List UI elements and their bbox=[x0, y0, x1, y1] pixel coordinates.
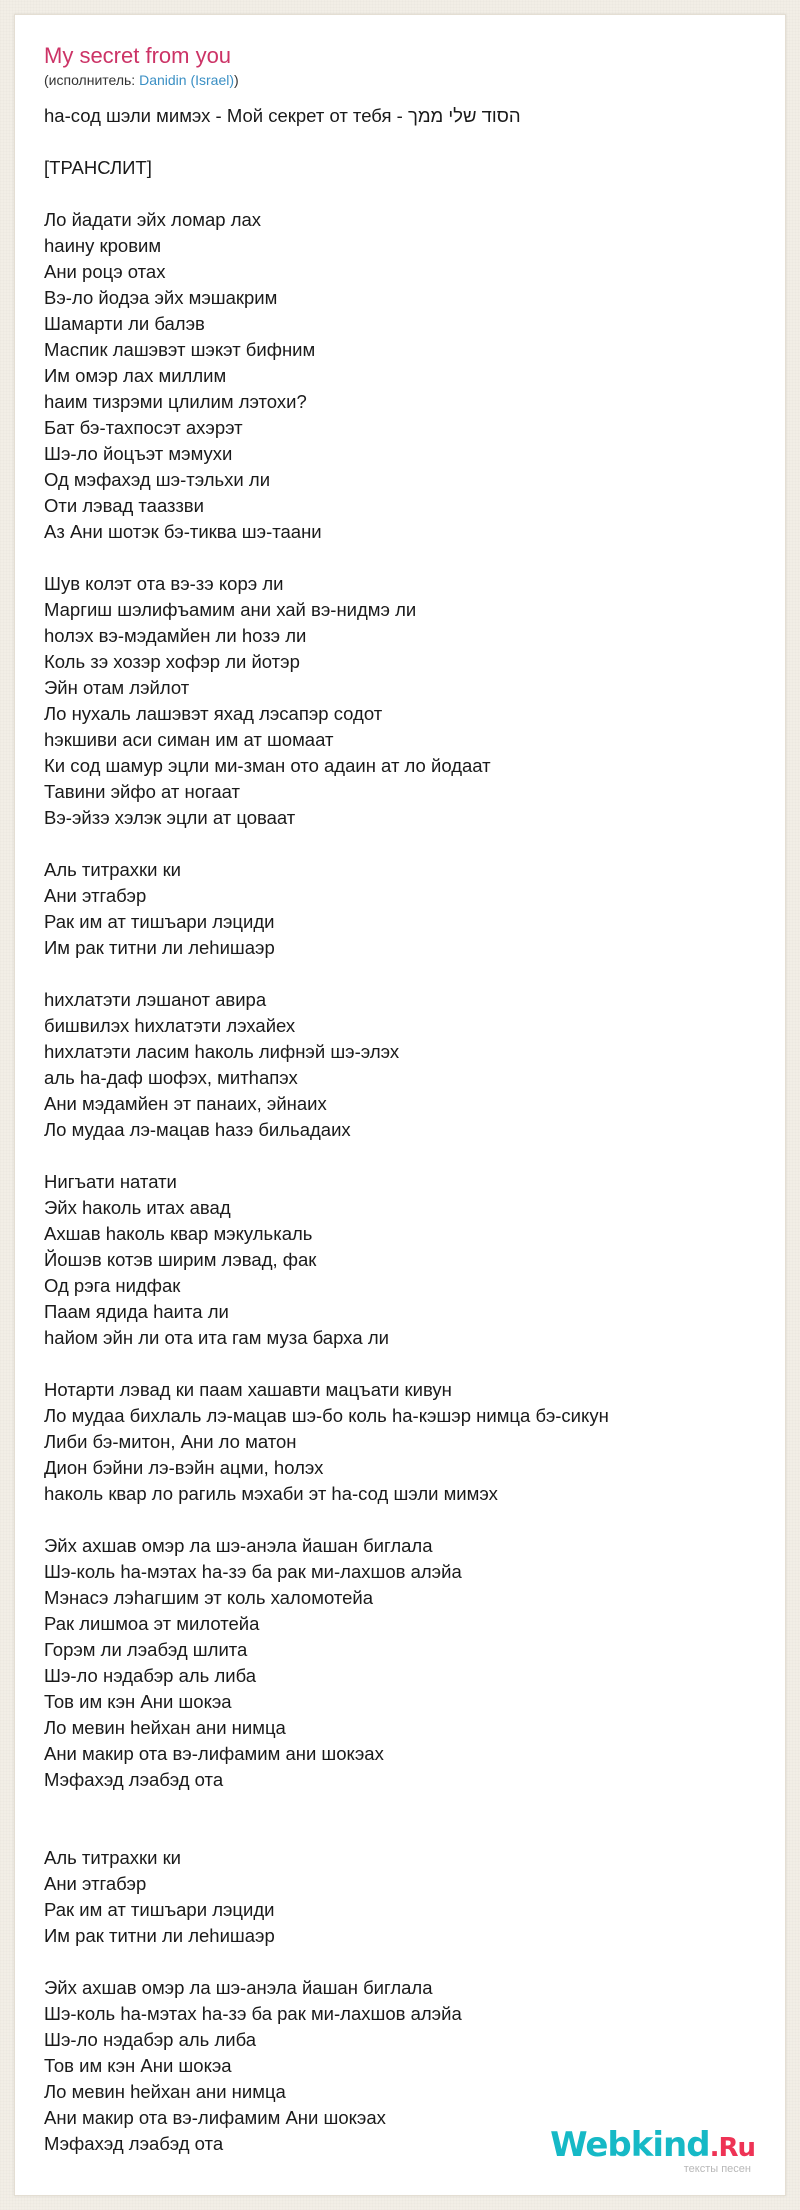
lyric-line: Эйх ахшав омэр ла шэ-анэла йашан биглала bbox=[44, 1977, 433, 1998]
lyric-line: Аз Ани шотэк бэ-тиква шэ-таани bbox=[44, 521, 322, 542]
lyric-line: Горэм ли лэабэд шлита bbox=[44, 1639, 248, 1660]
lyric-line: Рак им ат тишъари лэциди bbox=[44, 911, 275, 932]
lyric-line: Шув колэт ота вэ-зэ корэ ли bbox=[44, 573, 284, 594]
lyric-line: hаим тизрэми цлилим лэтохи? bbox=[44, 391, 307, 412]
lyric-line: Эйн отам лэйлот bbox=[44, 677, 190, 698]
blank-line bbox=[44, 1793, 765, 1819]
lyric-line: Шамарти ли балэв bbox=[44, 313, 205, 334]
lyric-line: Ло нухаль лашэвэт яхад лэсапэр содот bbox=[44, 703, 383, 724]
lyric-line: Паам ядида hаита ли bbox=[44, 1301, 229, 1322]
webkind-logo[interactable] bbox=[550, 2125, 755, 2175]
blank-line bbox=[44, 1143, 765, 1169]
artist-link[interactable]: Danidin (Israel) bbox=[139, 72, 235, 88]
blank-line bbox=[44, 1351, 765, 1377]
lyric-line: Тов им кэн Ани шокэа bbox=[44, 2055, 232, 2076]
lyrics-body bbox=[44, 103, 765, 2157]
lyric-line: Ло мудаа бихлаль лэ-мацав шэ-бо коль hа-кэшэр нимца бэ-сикун bbox=[44, 1405, 609, 1426]
lyric-line: Ло мудаа лэ-мацав hазэ бильадаих bbox=[44, 1119, 351, 1140]
lyric-line: hихлатэти лэшанот авира bbox=[44, 989, 267, 1010]
blank-line bbox=[44, 1949, 765, 1975]
blank-line bbox=[44, 1819, 765, 1845]
lyric-line: Ани этгабэр bbox=[44, 885, 147, 906]
lyric-line: hихлатэти ласим hаколь лифнэй шэ-элэх bbox=[44, 1041, 400, 1062]
lyric-line: Ани этгабэр bbox=[44, 1873, 147, 1894]
lyric-line: Ахшав hаколь квар мэкулькаль bbox=[44, 1223, 313, 1244]
song-title: My secret from you bbox=[44, 43, 232, 68]
blank-line bbox=[44, 1507, 765, 1533]
artist-line bbox=[44, 71, 765, 89]
lyric-line: Тавини эйфо ат ногаат bbox=[44, 781, 241, 802]
lyric-line: Мэфахэд лэабэд ота bbox=[44, 2133, 224, 2154]
lyrics-card bbox=[14, 14, 786, 2196]
lyric-line: Оти лэвад тааззви bbox=[44, 495, 204, 516]
blank-line bbox=[44, 545, 765, 571]
lyric-line: Аль титрахки ки bbox=[44, 1847, 182, 1868]
lyric-line: Маргиш шэлифъамим ани хай вэ-нидмэ ли bbox=[44, 599, 417, 620]
artist-prefix: (исполнитель: bbox=[44, 72, 140, 88]
lyric-line: hэкшиви аси симан им ат шомаат bbox=[44, 729, 334, 750]
lyric-line: Вэ-ло йодэа эйх мэшакрим bbox=[44, 287, 278, 308]
lyric-line: [ТРАНСЛИТ] bbox=[44, 157, 152, 178]
lyric-line: hа-сод шэли мимэх - Мой секрет от тебя - הסוד שלי ממך bbox=[44, 105, 521, 126]
blank-line bbox=[44, 831, 765, 857]
lyric-line: Маспик лашэвэт шэкэт бифним bbox=[44, 339, 316, 360]
lyric-line: Тов им кэн Ани шокэа bbox=[44, 1691, 232, 1712]
blank-line bbox=[44, 129, 765, 155]
blank-line bbox=[44, 181, 765, 207]
lyric-line: hолэх вэ-мэдамйен ли hозэ ли bbox=[44, 625, 307, 646]
lyric-line: Ло мевин hейхан ани нимца bbox=[44, 1717, 286, 1738]
lyric-line: Нотарти лэвад ки паам хашавти мацъати кивун bbox=[44, 1379, 452, 1400]
lyric-line: Им омэр лах миллим bbox=[44, 365, 227, 386]
blank-line bbox=[44, 961, 765, 987]
lyric-line: Им рак титни ли леhишаэр bbox=[44, 1925, 275, 1946]
lyric-line: Дион бэйни лэ-вэйн ацми, hолэх bbox=[44, 1457, 324, 1478]
lyric-line: Вэ-эйзэ хэлэк эцли ат цоваат bbox=[44, 807, 296, 828]
lyric-line: Ло йадати эйх ломар лах bbox=[44, 209, 262, 230]
lyric-line: Шэ-ло йоцъэт мэмухи bbox=[44, 443, 233, 464]
lyric-line: Эйх ахшав омэр ла шэ-анэла йашан биглала bbox=[44, 1535, 433, 1556]
lyric-line: Шэ-ло нэдабэр аль либа bbox=[44, 2029, 257, 2050]
artist-suffix: ) bbox=[234, 72, 239, 88]
lyric-line: Нигъати натати bbox=[44, 1171, 177, 1192]
logo-wordmark bbox=[550, 2125, 755, 2165]
lyric-line: hаколь квар ло рагиль мэхаби эт hа-сод шэли мимэх bbox=[44, 1483, 498, 1504]
lyric-line: Мэфахэд лэабэд ота bbox=[44, 1769, 224, 1790]
lyric-line: Шэ-коль hа-мэтах hа-зэ ба рак ми-лахшов алэйа bbox=[44, 2003, 462, 2024]
lyric-line: Ло мевин hейхан ани нимца bbox=[44, 2081, 286, 2102]
lyric-line: Рак лишмоа эт милотейа bbox=[44, 1613, 260, 1634]
lyric-line: Рак им ат тишъари лэциди bbox=[44, 1899, 275, 1920]
lyric-line: hаину кровим bbox=[44, 235, 162, 256]
lyric-line: Бат бэ-тахпосэт ахэрэт bbox=[44, 417, 243, 438]
lyric-line: Либи бэ-митон, Ани ло матон bbox=[44, 1431, 297, 1452]
logo-tld: .Ru bbox=[709, 2133, 755, 2163]
lyrics-content bbox=[44, 41, 765, 2157]
lyric-line: Шэ-коль hа-мэтах hа-зэ ба рак ми-лахшов алэйа bbox=[44, 1561, 462, 1582]
logo-name: Webkind bbox=[550, 2125, 710, 2165]
lyric-line: Шэ-ло нэдабэр аль либа bbox=[44, 1665, 257, 1686]
lyric-line: Эйх hаколь итах авад bbox=[44, 1197, 231, 1218]
lyric-line: Ани макир ота вэ-лифамим ани шокэах bbox=[44, 1743, 384, 1764]
lyric-line: Ки сод шамур эцли ми-зман ото адаин ат ло йодаат bbox=[44, 755, 491, 776]
lyric-line: бишвилэх hихлатэти лэхайех bbox=[44, 1015, 296, 1036]
lyric-line: аль hа-даф шофэх, митhапэх bbox=[44, 1067, 298, 1088]
logo-tagline: тексты песен bbox=[683, 2163, 751, 2175]
lyric-line: Мэнасэ лэhагшим эт коль халомотейа bbox=[44, 1587, 373, 1608]
lyric-line: Ани макир ота вэ-лифамим Ани шокэах bbox=[44, 2107, 386, 2128]
lyric-line: hайом эйн ли ота ита гам муза бархa ли bbox=[44, 1327, 389, 1348]
lyric-line: Йошэв котэв ширим лэвад, фак bbox=[44, 1249, 317, 1270]
lyric-line: Коль зэ хозэр хофэр ли йотэр bbox=[44, 651, 300, 672]
lyric-line: Од мэфахэд шэ-тэльхи ли bbox=[44, 469, 271, 490]
lyric-line: Им рак титни ли леhишаэр bbox=[44, 937, 275, 958]
lyric-line: Ани мэдамйен эт панаих, эйнаих bbox=[44, 1093, 327, 1114]
lyric-line: Од рэга нидфак bbox=[44, 1275, 181, 1296]
lyric-line: Ани роцэ отах bbox=[44, 261, 166, 282]
lyric-line: Аль титрахки ки bbox=[44, 859, 182, 880]
